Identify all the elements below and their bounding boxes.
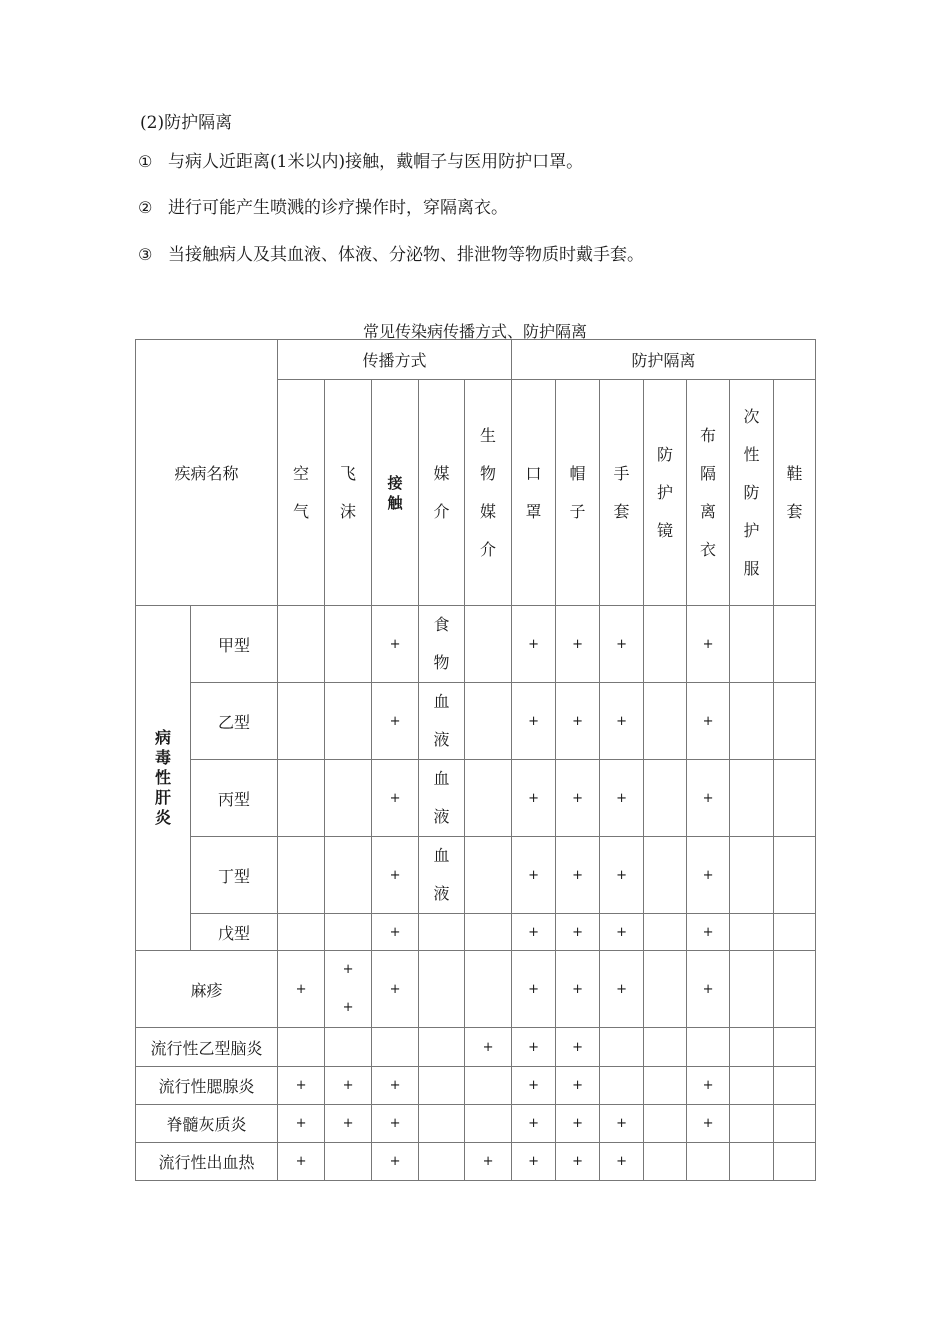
disease-name: 乙型: [191, 683, 278, 760]
table-cell: [730, 1067, 774, 1105]
column-header-label: 防 护 镜: [657, 444, 674, 540]
protection-group-header: 防护隔离: [512, 340, 816, 380]
table-cell: +: [600, 683, 644, 760]
table-cell: [600, 1067, 644, 1105]
table-row: [136, 760, 816, 837]
table-cell: [644, 1105, 687, 1143]
table-cell: +: [600, 606, 644, 683]
table-cell: [644, 951, 687, 1028]
disease-name-header: 疾病名称: [136, 340, 278, 606]
table-cell: +: [325, 1067, 372, 1105]
table-cell: [730, 1028, 774, 1067]
table-row: [136, 1143, 816, 1181]
item-number: ③: [138, 245, 153, 264]
table-cell: [730, 837, 774, 914]
table-cell: 血 液: [419, 760, 465, 837]
table-cell: [730, 914, 774, 951]
table-cell: [644, 1143, 687, 1181]
table-row: [136, 1105, 816, 1143]
table-cell: [278, 760, 325, 837]
table-cell: [465, 951, 512, 1028]
column-header: [419, 380, 465, 606]
item-text: 与病人近距离(1米以内)接触，戴帽子与医用防护口罩。: [168, 152, 584, 172]
table-cell: 血 液: [419, 837, 465, 914]
table-cell: [774, 914, 816, 951]
table-cell: 食 物: [419, 606, 465, 683]
table-cell: +: [556, 837, 600, 914]
table-cell: [687, 1143, 730, 1181]
table-cell: +: [278, 1105, 325, 1143]
table-cell: [419, 914, 465, 951]
table-cell: [644, 837, 687, 914]
table-cell: +: [556, 1028, 600, 1067]
table-cell: +: [687, 837, 730, 914]
table-cell: [465, 1105, 512, 1143]
table-cell: +: [512, 1028, 556, 1067]
column-header-label: 媒 介: [433, 463, 450, 521]
table-cell: +: [325, 1105, 372, 1143]
table-caption: 常见传染病传播方式、防护隔离: [362, 322, 587, 341]
table-row: [136, 951, 816, 1028]
column-header-label: 帽 子: [569, 463, 586, 521]
disease-name: 戊型: [191, 914, 278, 951]
table-cell: [325, 683, 372, 760]
disease-name: 流行性出血热: [136, 1143, 278, 1181]
table-cell: [730, 1105, 774, 1143]
table-cell: [730, 760, 774, 837]
instruction-item-1: [138, 147, 583, 172]
table-cell: +: [600, 1105, 644, 1143]
table-cell: +: [687, 1105, 730, 1143]
table-cell: 血 液: [419, 683, 465, 760]
table-cell: [325, 760, 372, 837]
table-row: [136, 683, 816, 760]
table-cell: [325, 606, 372, 683]
table-cell: [465, 683, 512, 760]
table-cell: +: [512, 837, 556, 914]
column-header: [372, 380, 419, 606]
column-header-label: 空 气: [293, 463, 310, 521]
table-cell: [730, 683, 774, 760]
table-row: [136, 1067, 816, 1105]
table-cell: [419, 1067, 465, 1105]
table-cell: +: [687, 914, 730, 951]
table-cell: [465, 1067, 512, 1105]
disease-name: 丁型: [191, 837, 278, 914]
table-cell: [465, 837, 512, 914]
table-cell: +: [372, 1067, 419, 1105]
column-header-label: 鞋 套: [786, 463, 803, 521]
table-cell: [419, 951, 465, 1028]
disease-name: 流行性腮腺炎: [136, 1067, 278, 1105]
table-cell: +: [372, 1143, 419, 1181]
table-cell: +: [372, 951, 419, 1028]
column-header: [556, 380, 600, 606]
table-cell: +: [556, 760, 600, 837]
table-cell: [774, 760, 816, 837]
table-cell: +: [278, 1067, 325, 1105]
table-cell: [644, 1067, 687, 1105]
table-cell: [419, 1143, 465, 1181]
table-cell: +: [512, 1067, 556, 1105]
table-row: [136, 1028, 816, 1067]
table-cell: [465, 914, 512, 951]
table-cell: [774, 1028, 816, 1067]
table-cell: +: [512, 1105, 556, 1143]
table-cell: [774, 606, 816, 683]
table-cell: [278, 1028, 325, 1067]
table-cell: [465, 606, 512, 683]
table-cell: +: [556, 1105, 600, 1143]
table-cell: +: [372, 914, 419, 951]
table-cell: [278, 683, 325, 760]
table-cell: [419, 1105, 465, 1143]
table-cell: +: [372, 837, 419, 914]
disease-name: 丙型: [191, 760, 278, 837]
table-cell: [644, 683, 687, 760]
table-cell: +: [600, 914, 644, 951]
table-cell: +: [687, 1067, 730, 1105]
table-cell: +: [556, 951, 600, 1028]
column-header: [465, 380, 512, 606]
table-cell: [730, 951, 774, 1028]
table-cell: [774, 1067, 816, 1105]
table-cell: +: [465, 1143, 512, 1181]
table-cell: +: [687, 606, 730, 683]
table-cell: [419, 1028, 465, 1067]
column-header-label: 次 性 防 护 服: [743, 406, 760, 578]
table-cell: [730, 1143, 774, 1181]
column-header-label: 接 触: [387, 473, 403, 512]
column-header: [644, 380, 687, 606]
table-cell: +: [600, 1143, 644, 1181]
table-cell: +: [278, 951, 325, 1028]
table-cell: +: [465, 1028, 512, 1067]
column-header: [687, 380, 730, 606]
item-text: 进行可能产生喷溅的诊疗操作时，穿隔离衣。: [168, 198, 508, 218]
hepatitis-group-label: [136, 606, 191, 951]
table-cell: +: [556, 914, 600, 951]
table-cell: +: [512, 760, 556, 837]
table-cell: +: [600, 837, 644, 914]
table-cell: +: [556, 606, 600, 683]
column-header-label: 布 隔 离 衣: [700, 425, 717, 559]
table-cell: [644, 606, 687, 683]
column-header: [774, 380, 816, 606]
table-cell: +: [512, 951, 556, 1028]
disease-name: 甲型: [191, 606, 278, 683]
table-cell: +: [600, 760, 644, 837]
table-cell: +: [556, 1143, 600, 1181]
table-cell: +: [372, 606, 419, 683]
table-cell: [644, 914, 687, 951]
table-cell: [278, 837, 325, 914]
table-cell: [644, 760, 687, 837]
disease-protection-table: [135, 339, 816, 1181]
item-text: 当接触病人及其血液、体液、分泌物、排泄物等物质时戴手套。: [168, 245, 644, 265]
table-cell: +: [278, 1143, 325, 1181]
column-header: [600, 380, 644, 606]
transmission-group-header: 传播方式: [278, 340, 512, 380]
table-row: [136, 837, 816, 914]
table-cell: [325, 837, 372, 914]
item-number: ②: [138, 198, 153, 217]
table-cell: +: [512, 683, 556, 760]
column-header-label: 生 物 媒 介: [480, 425, 497, 559]
table-cell: [278, 914, 325, 951]
table-cell: [730, 606, 774, 683]
table-cell: +: [372, 1105, 419, 1143]
table-row: [136, 606, 816, 683]
instruction-item-2: [138, 193, 508, 218]
table-row: [136, 914, 816, 951]
disease-name: 流行性乙型脑炎: [136, 1028, 278, 1067]
item-number: ①: [138, 152, 153, 171]
column-header-label: 手 套: [613, 463, 630, 521]
table-cell: +: [512, 606, 556, 683]
table-cell: [774, 683, 816, 760]
instruction-item-3: [138, 240, 644, 265]
table-cell: +: [687, 683, 730, 760]
table-cell: +: [556, 1067, 600, 1105]
table-cell: [774, 837, 816, 914]
column-header: [730, 380, 774, 606]
table-cell: [278, 606, 325, 683]
table-cell: [325, 1143, 372, 1181]
table-cell: [774, 1105, 816, 1143]
table-cell: +: [372, 683, 419, 760]
column-header: [512, 380, 556, 606]
table-cell: +: [512, 914, 556, 951]
section-heading: (2)防护隔离: [140, 113, 233, 133]
hepatitis-group-text: 病 毒 性 肝 炎: [154, 728, 171, 827]
disease-name: 脊髓灰质炎: [136, 1105, 278, 1143]
table-cell: +: [687, 760, 730, 837]
disease-name: 麻疹: [136, 951, 278, 1028]
column-header: [325, 380, 372, 606]
column-header-label: 口 罩: [525, 463, 542, 521]
table-cell: [325, 1028, 372, 1067]
table-cell: [600, 1028, 644, 1067]
table-cell: +: [512, 1143, 556, 1181]
table-cell: +: [600, 951, 644, 1028]
column-header-label: 飞 沫: [340, 463, 357, 521]
table-cell: [465, 760, 512, 837]
table-cell: [774, 951, 816, 1028]
table-cell: +: [556, 683, 600, 760]
table-cell: [774, 1143, 816, 1181]
table-cell: +: [687, 951, 730, 1028]
table-cell: +: [372, 760, 419, 837]
column-header: [278, 380, 325, 606]
table-cell: [687, 1028, 730, 1067]
table-cell: [372, 1028, 419, 1067]
table-cell: + +: [325, 951, 372, 1028]
table-cell: [325, 914, 372, 951]
table-cell: [644, 1028, 687, 1067]
